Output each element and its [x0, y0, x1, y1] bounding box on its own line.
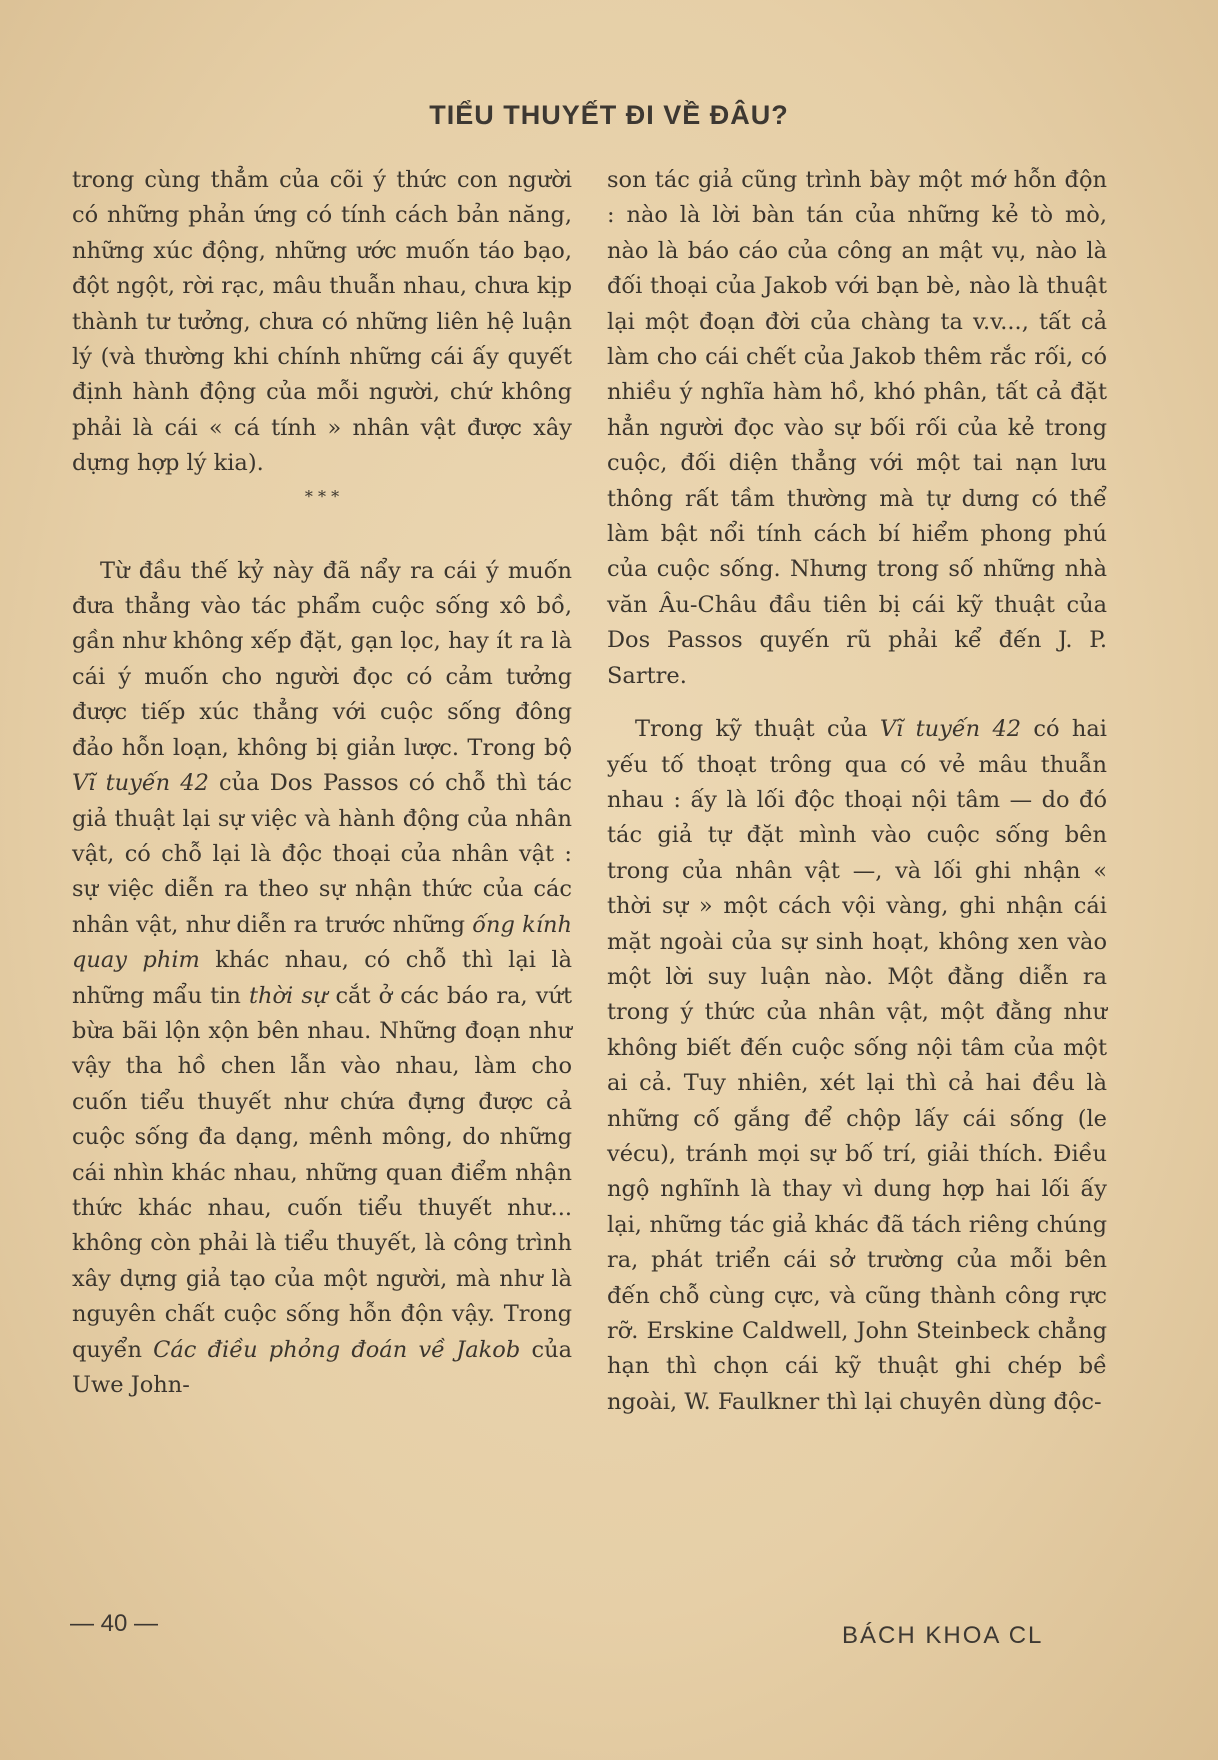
text-run: của Uwe John-: [72, 1336, 572, 1398]
emphasis: thời sự: [248, 982, 328, 1009]
text-run: khác nhau, có chỗ thì lại là những mẩu tin: [72, 947, 572, 1009]
book-title: Vĩ tuyến 42: [879, 716, 1022, 743]
paragraph: [607, 712, 1107, 1420]
paragraph: trong cùng thẳm của cõi ý thức con người có những phản ứng có tính cách bản năng, những xúc động, những ước muốn táo bạo, đột ngột, rời rạc, mâu thuẫn nhau, chưa kịp thành tư tưởng, chưa có những liên hệ luận lý (và thường khi chính những cái ấy quyết định hành động của mỗi người, chứ không phải là cái « cá tính » nhân vật được xây dựng hợp lý kia).: [72, 167, 572, 477]
section-separator: [72, 488, 572, 544]
running-title: TIỂU THUYẾT ĐI VỀ ĐÂU?: [429, 100, 789, 130]
footer-magazine-name: BÁCH KHOA CL: [842, 1622, 1044, 1649]
page-number: — 40 —: [70, 1610, 159, 1637]
text-run: Trong kỹ thuật của: [635, 716, 880, 743]
right-column: [607, 163, 1107, 1420]
text-run: Từ đầu thế kỷ này đã nẩy ra cái ý muốn đưa thẳng vào tác phẩm cuộc sống xô bồ, gần như không xếp đặt, gạn lọc, hay ít ra là cái ý muốn cho người đọc có cảm tưởng được tiếp xúc thẳng với cuộc sống đông đảo hỗn loạn, không bị giản lược. Trong bộ: [72, 557, 572, 761]
left-column: [72, 163, 572, 1403]
paragraph: son tác giả cũng trình bày một mớ hỗn độn : nào là lời bàn tán của những kẻ tò mò, nào là báo cáo của công an mật vụ, nào là đối thoại của Jakob với bạn bè, nào là thuật lại một đoạn đời của chàng ta v.v..., tất cả làm cho cái chết của Jakob thêm rắc rối, có nhiều ý nghĩa hàm hồ, khó phân, tất cả đặt hẳn người đọc vào sự bối rối của kẻ trong cuộc, đối diện thẳng với một tai nạn lưu thông rất tầm thường mà tự dưng có thể làm bật nổi tính cách bí hiểm phong phú của cuộc sống. Nhưng trong số những nhà văn Âu-Châu đầu tiên bị cái kỹ thuật của Dos Passos quyến rũ phải kể đến J. P. Sartre.: [607, 167, 1107, 689]
book-title: Các điều phỏng đoán về Jakob: [153, 1336, 521, 1363]
text-run: cắt ở các báo ra, vứt bừa bãi lộn xộn bên nhau. Những đoạn như vậy tha hồ chen lẫn vào nhau, làm cho cuốn tiểu thuyết như chứa đựng được cả cuộc sống đa dạng, mênh mông, do những cái nhìn khác nhau, những quan điểm nhận thức khác nhau, cuốn tiểu thuyết như... không còn phải là tiểu thuyết, là công trình xây dựng giả tạo của một người, mà như là nguyên chất cuộc sống hỗn độn vậy. Trong quyển: [72, 982, 573, 1363]
separator-stars: * * *: [304, 486, 340, 506]
book-title: Vĩ tuyến 42: [72, 770, 209, 797]
paragraph-gap: [607, 694, 1107, 712]
emphasis: ống kính quay phim: [72, 911, 572, 974]
text-run: có hai yếu tố thoạt trông qua có vẻ mâu thuẫn nhau : ấy là lối độc thoại nội tâm — do đó tác giả tự đặt mình vào cuộc sống bên trong của nhân vật —, và lối ghi nhận « thời sự » một cách vội vàng, ghi nhận cái mặt ngoài của sự sinh hoạt, không xen vào một lời suy luận nào. Một đằng diễn ra trong ý thức của nhân vật, một đằng như không biết đến cuộc sống nội tâm của một ai cả. Tuy nhiên, xét lại thì cả hai đều là những cố gắng để chộp lấy cái sống (le vécu), tránh mọi sự bố trí, giải thích. Điều ngộ nghĩnh là thay vì dung hợp hai lối ấy lại, những tác giả khác đã tách riêng chúng ra, phát triển cái sở trường của mỗi bên đến chỗ cùng cực, và cũng thành công rực rỡ. Erskine Caldwell, John Steinbeck chẳng hạn thì chọn cái kỹ thuật ghi chép bề ngoài, W. Faulkner thì lại chuyên dùng độc-: [607, 716, 1107, 1415]
paragraph: [72, 554, 572, 1404]
text-run: của Dos Passos có chỗ thì tác giả thuật lại sự việc và hành động của nhân vật, có chỗ lại là độc thoại của nhân vật : sự việc diễn ra theo sự nhận thức của các nhân vật, như diễn ra trước những: [72, 770, 572, 938]
